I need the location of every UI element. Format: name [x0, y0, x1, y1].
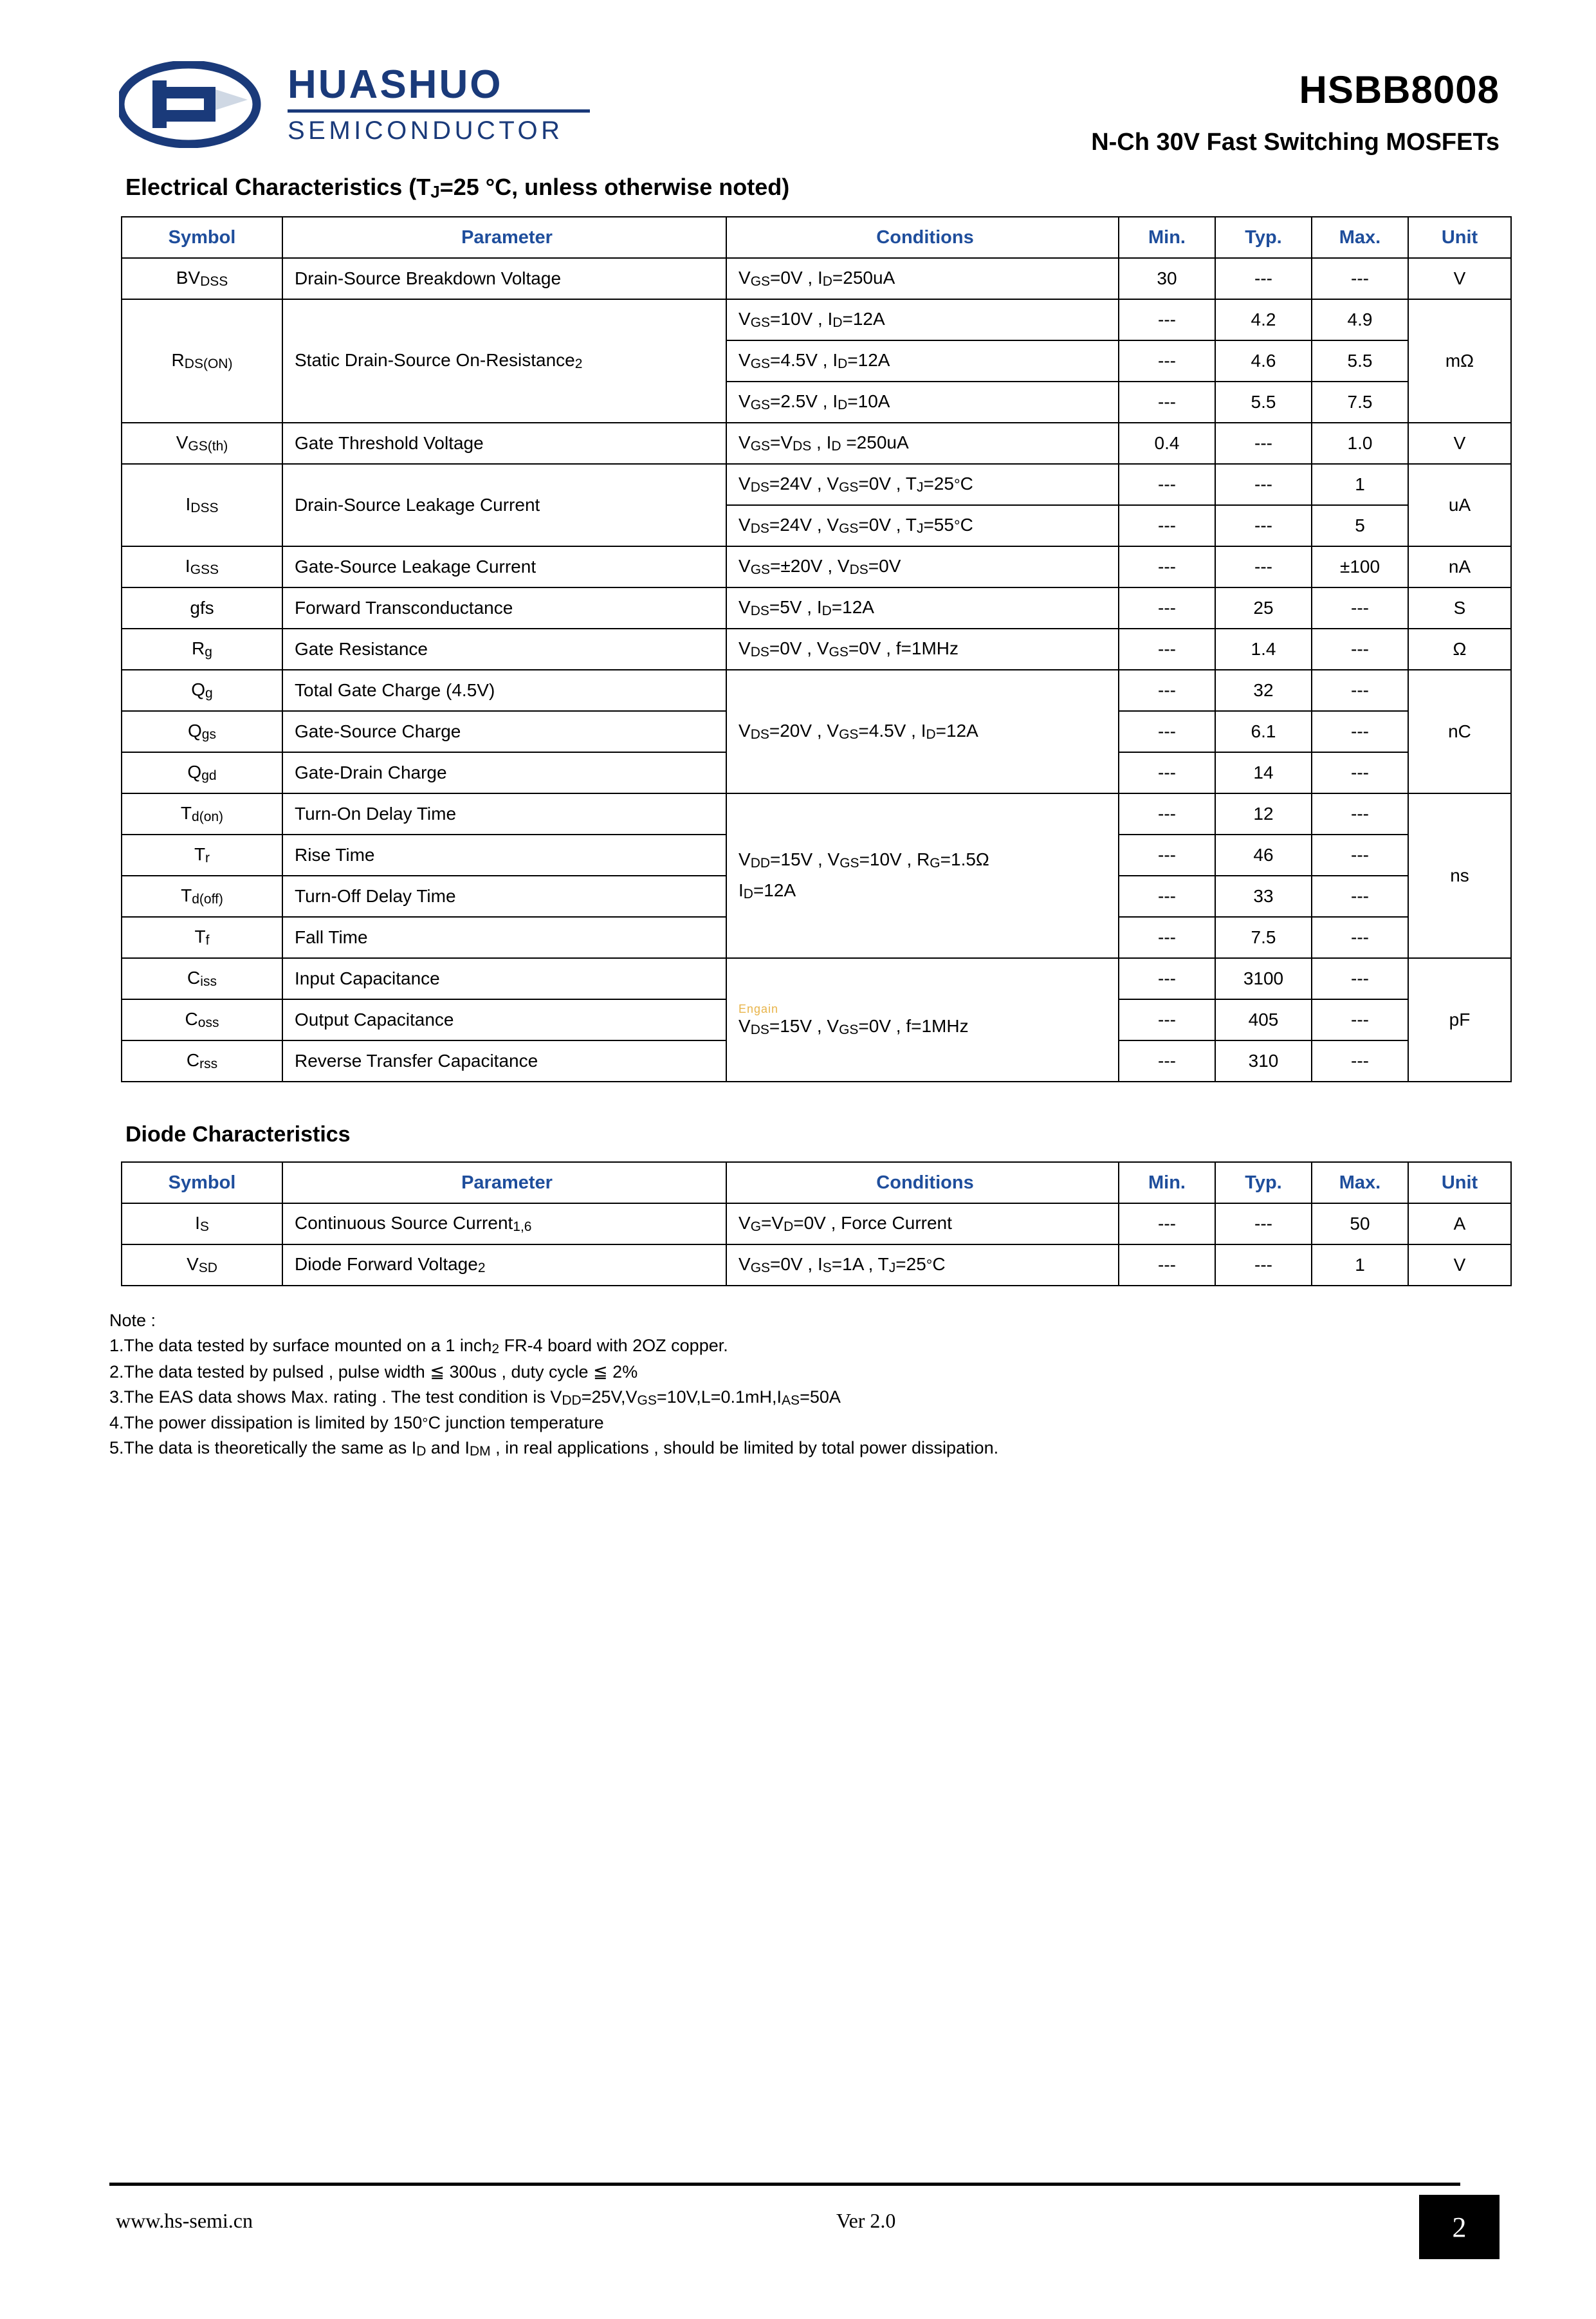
- cell-min: ---: [1119, 670, 1215, 711]
- cell-parameter: Continuous Source Current1,6: [282, 1203, 726, 1244]
- cell-max: ---: [1312, 752, 1408, 793]
- cell-max: ---: [1312, 711, 1408, 752]
- cell-parameter: Input Capacitance: [282, 958, 726, 999]
- col-conditions: Conditions: [726, 217, 1119, 258]
- cell-unit: V: [1408, 423, 1511, 464]
- col-parameter: Parameter: [282, 1162, 726, 1203]
- note-item-2: 2.The data tested by pulsed , pulse width ≦ 300us , duty cycle ≦ 2%: [109, 1362, 638, 1381]
- logo-wordmark: [288, 64, 590, 145]
- cell-symbol: Rg: [122, 629, 282, 670]
- cell-symbol: Qg: [122, 670, 282, 711]
- note-item-4: 4.The power dissipation is limited by 150°C junction temperature: [109, 1413, 604, 1433]
- table-row: [122, 546, 1511, 587]
- cell-max: 1.0: [1312, 423, 1408, 464]
- electrical-heading-rest: =25 °C, unless otherwise noted): [439, 174, 790, 200]
- cell-unit: S: [1408, 587, 1511, 629]
- cell-min: ---: [1119, 999, 1215, 1040]
- part-number: HSBB8008: [1299, 68, 1500, 111]
- cell-conditions: VGS=0V , IS=1A , TJ=25°C: [726, 1244, 1119, 1286]
- cell-max: 7.5: [1312, 382, 1408, 423]
- part-subtitle: N-Ch 30V Fast Switching MOSFETs: [1091, 129, 1500, 156]
- cell-unit: Ω: [1408, 629, 1511, 670]
- cell-max: ---: [1312, 629, 1408, 670]
- col-min: Min.: [1119, 1162, 1215, 1203]
- cell-parameter: Forward Transconductance: [282, 587, 726, 629]
- cell-parameter: Gate-Source Leakage Current: [282, 546, 726, 587]
- cell-min: ---: [1119, 711, 1215, 752]
- cell-max: ---: [1312, 258, 1408, 299]
- cell-max: ---: [1312, 670, 1408, 711]
- cell-unit: mΩ: [1408, 299, 1511, 423]
- cell-conditions: VDD=15V , VGS=10V , RG=1.5Ω ID=12A: [726, 793, 1119, 958]
- cell-symbol: Tr: [122, 835, 282, 876]
- cell-max: 50: [1312, 1203, 1408, 1244]
- cell-conditions: VDS=24V , VGS=0V , TJ=25°C: [726, 464, 1119, 505]
- cell-symbol: Crss: [122, 1040, 282, 1082]
- cell-min: ---: [1119, 629, 1215, 670]
- notes-heading: Note :: [109, 1311, 156, 1330]
- note-item-1: 1.The data tested by surface mounted on a 1 inch2 FR-4 board with 2OZ copper.: [109, 1336, 728, 1357]
- logo-divider: [288, 109, 590, 113]
- cell-parameter: Gate-Source Charge: [282, 711, 726, 752]
- cell-min: ---: [1119, 752, 1215, 793]
- cell-min: ---: [1119, 835, 1215, 876]
- cell-parameter: Gate-Drain Charge: [282, 752, 726, 793]
- diode-characteristics-heading: Diode Characteristics: [125, 1122, 351, 1147]
- cell-unit: nA: [1408, 546, 1511, 587]
- cell-parameter: Turn-On Delay Time: [282, 793, 726, 835]
- col-unit: Unit: [1408, 1162, 1511, 1203]
- cell-typ: 25: [1215, 587, 1312, 629]
- cell-unit: A: [1408, 1203, 1511, 1244]
- logo-line2: SEMICONDUCTOR: [288, 116, 564, 145]
- cell-max: 5: [1312, 505, 1408, 546]
- cell-max: 1: [1312, 464, 1408, 505]
- cell-max: 4.9: [1312, 299, 1408, 340]
- cell-parameter: Turn-Off Delay Time: [282, 876, 726, 917]
- footer-page-number: 2: [1419, 2195, 1500, 2259]
- col-typ: Typ.: [1215, 217, 1312, 258]
- cell-typ: 6.1: [1215, 711, 1312, 752]
- cell-min: ---: [1119, 1203, 1215, 1244]
- cell-parameter: Diode Forward Voltage2: [282, 1244, 726, 1286]
- cell-typ: 405: [1215, 999, 1312, 1040]
- cell-symbol: Td(on): [122, 793, 282, 835]
- cell-symbol: Td(off): [122, 876, 282, 917]
- cell-symbol: Qgd: [122, 752, 282, 793]
- footer-website-link[interactable]: www.hs-semi.cn: [116, 2209, 253, 2232]
- diode-characteristics-table: [121, 1161, 1512, 1286]
- cell-typ: ---: [1215, 423, 1312, 464]
- cell-min: ---: [1119, 917, 1215, 958]
- cell-max: 5.5: [1312, 340, 1408, 382]
- cell-min: 0.4: [1119, 423, 1215, 464]
- cell-symbol: IGSS: [122, 546, 282, 587]
- col-min: Min.: [1119, 217, 1215, 258]
- cell-parameter: Drain-Source Leakage Current: [282, 464, 726, 546]
- logo-line1: HUASHUO: [288, 62, 503, 107]
- notes-block: [109, 1308, 1596, 1462]
- cell-unit: ns: [1408, 793, 1511, 958]
- col-max: Max.: [1312, 217, 1408, 258]
- cell-unit: V: [1408, 258, 1511, 299]
- cell-symbol: Qgs: [122, 711, 282, 752]
- cell-max: ---: [1312, 1040, 1408, 1082]
- cell-typ: 3100: [1215, 958, 1312, 999]
- cell-typ: 1.4: [1215, 629, 1312, 670]
- cell-symbol: BVDSS: [122, 258, 282, 299]
- cell-typ: 4.6: [1215, 340, 1312, 382]
- cell-parameter: Total Gate Charge (4.5V): [282, 670, 726, 711]
- cell-conditions: VGS=VDS , ID =250uA: [726, 423, 1119, 464]
- electrical-characteristics-table: [121, 216, 1512, 1082]
- cell-parameter: Static Drain-Source On-Resistance2: [282, 299, 726, 423]
- electrical-heading-main: Electrical Characteristics (T: [125, 174, 431, 200]
- cell-typ: ---: [1215, 464, 1312, 505]
- cell-typ: ---: [1215, 505, 1312, 546]
- cell-unit: V: [1408, 1244, 1511, 1286]
- table-row: [122, 299, 1511, 340]
- cell-symbol: VGS(th): [122, 423, 282, 464]
- cell-min: ---: [1119, 793, 1215, 835]
- cell-conditions: VDS=5V , ID=12A: [726, 587, 1119, 629]
- table-row: [122, 258, 1511, 299]
- cell-conditions: VDS=20V , VGS=4.5V , ID=12A: [726, 670, 1119, 793]
- table-row: [122, 464, 1511, 505]
- cell-symbol: Tf: [122, 917, 282, 958]
- cell-min: ---: [1119, 1040, 1215, 1082]
- cell-min: ---: [1119, 1244, 1215, 1286]
- cell-conditions: Engain VDS=15V , VGS=0V , f=1MHz: [726, 958, 1119, 1082]
- cell-min: ---: [1119, 587, 1215, 629]
- cell-min: ---: [1119, 340, 1215, 382]
- datasheet-page: [0, 61, 1596, 2319]
- cell-typ: 12: [1215, 793, 1312, 835]
- cell-min: ---: [1119, 546, 1215, 587]
- cell-parameter: Rise Time: [282, 835, 726, 876]
- col-conditions: Conditions: [726, 1162, 1119, 1203]
- cell-max: ---: [1312, 999, 1408, 1040]
- cell-conditions: VGS=2.5V , ID=10A: [726, 382, 1119, 423]
- cell-typ: ---: [1215, 258, 1312, 299]
- cell-min: ---: [1119, 958, 1215, 999]
- cell-typ: ---: [1215, 1244, 1312, 1286]
- col-symbol: Symbol: [122, 217, 282, 258]
- cell-max: ---: [1312, 587, 1408, 629]
- cell-conditions: VGS=0V , ID=250uA: [726, 258, 1119, 299]
- cell-typ: 310: [1215, 1040, 1312, 1082]
- col-typ: Typ.: [1215, 1162, 1312, 1203]
- cell-typ: 14: [1215, 752, 1312, 793]
- electrical-characteristics-heading: [125, 174, 1596, 202]
- cell-symbol: Coss: [122, 999, 282, 1040]
- cell-min: ---: [1119, 505, 1215, 546]
- cell-max: ---: [1312, 958, 1408, 999]
- page-header: [119, 61, 1500, 174]
- cell-max: ±100: [1312, 546, 1408, 587]
- cell-min: ---: [1119, 299, 1215, 340]
- col-unit: Unit: [1408, 217, 1511, 258]
- footer-version: Ver 2.0: [836, 2209, 896, 2232]
- cell-parameter: Reverse Transfer Capacitance: [282, 1040, 726, 1082]
- col-symbol: Symbol: [122, 1162, 282, 1203]
- cell-unit: nC: [1408, 670, 1511, 793]
- cell-min: ---: [1119, 876, 1215, 917]
- cell-symbol: RDS(ON): [122, 299, 282, 423]
- cell-unit: uA: [1408, 464, 1511, 546]
- company-logo: [119, 61, 590, 148]
- logo-mark-icon: [119, 61, 280, 148]
- cell-conditions: VG=VD=0V , Force Current: [726, 1203, 1119, 1244]
- footer-row: [109, 2200, 1500, 2258]
- col-parameter: Parameter: [282, 217, 726, 258]
- cell-parameter: Gate Threshold Voltage: [282, 423, 726, 464]
- cell-symbol: IS: [122, 1203, 282, 1244]
- cell-typ: 7.5: [1215, 917, 1312, 958]
- table-row: [122, 793, 1511, 835]
- cell-min: ---: [1119, 464, 1215, 505]
- cell-conditions: VGS=±20V , VDS=0V: [726, 546, 1119, 587]
- cell-parameter: Fall Time: [282, 917, 726, 958]
- cell-symbol: IDSS: [122, 464, 282, 546]
- cell-min: ---: [1119, 382, 1215, 423]
- cell-symbol: Ciss: [122, 958, 282, 999]
- note-item-3: 3.The EAS data shows Max. rating . The test condition is VDD=25V,VGS=10V,L=0.1mH,IAS=50A: [109, 1387, 841, 1408]
- cell-typ: ---: [1215, 546, 1312, 587]
- cell-conditions: VDS=0V , VGS=0V , f=1MHz: [726, 629, 1119, 670]
- cell-typ: 46: [1215, 835, 1312, 876]
- table-row: [122, 1203, 1511, 1244]
- cell-unit: pF: [1408, 958, 1511, 1082]
- cell-conditions: VGS=4.5V , ID=12A: [726, 340, 1119, 382]
- table-row: [122, 958, 1511, 999]
- cell-parameter: Drain-Source Breakdown Voltage: [282, 258, 726, 299]
- table-row: [122, 629, 1511, 670]
- watermark-text: Engain: [738, 1002, 779, 1015]
- cell-typ: 5.5: [1215, 382, 1312, 423]
- cell-max: ---: [1312, 793, 1408, 835]
- cell-min: 30: [1119, 258, 1215, 299]
- table-header-row: [122, 1162, 1511, 1203]
- cell-max: ---: [1312, 835, 1408, 876]
- col-max: Max.: [1312, 1162, 1408, 1203]
- cell-typ: 4.2: [1215, 299, 1312, 340]
- cell-max: 1: [1312, 1244, 1408, 1286]
- table-row: [122, 587, 1511, 629]
- table-header-row: [122, 217, 1511, 258]
- electrical-heading-sub: J: [430, 182, 440, 201]
- page-footer: [109, 2183, 1500, 2258]
- cell-parameter: Output Capacitance: [282, 999, 726, 1040]
- cell-typ: 33: [1215, 876, 1312, 917]
- cell-symbol: VSD: [122, 1244, 282, 1286]
- cell-typ: 32: [1215, 670, 1312, 711]
- cell-max: ---: [1312, 876, 1408, 917]
- footer-divider: [109, 2183, 1460, 2186]
- cell-conditions: VDS=24V , VGS=0V , TJ=55°C: [726, 505, 1119, 546]
- table-row: [122, 670, 1511, 711]
- table-row: [122, 1244, 1511, 1286]
- cell-symbol: gfs: [122, 587, 282, 629]
- cell-max: ---: [1312, 917, 1408, 958]
- cell-typ: ---: [1215, 1203, 1312, 1244]
- cell-parameter: Gate Resistance: [282, 629, 726, 670]
- note-item-5: 5.The data is theoretically the same as ID and IDM , in real applications , should be limited by total power dissipation.: [109, 1438, 999, 1459]
- cell-conditions: VGS=10V , ID=12A: [726, 299, 1119, 340]
- document-title-block: [1091, 68, 1500, 156]
- table-row: [122, 423, 1511, 464]
